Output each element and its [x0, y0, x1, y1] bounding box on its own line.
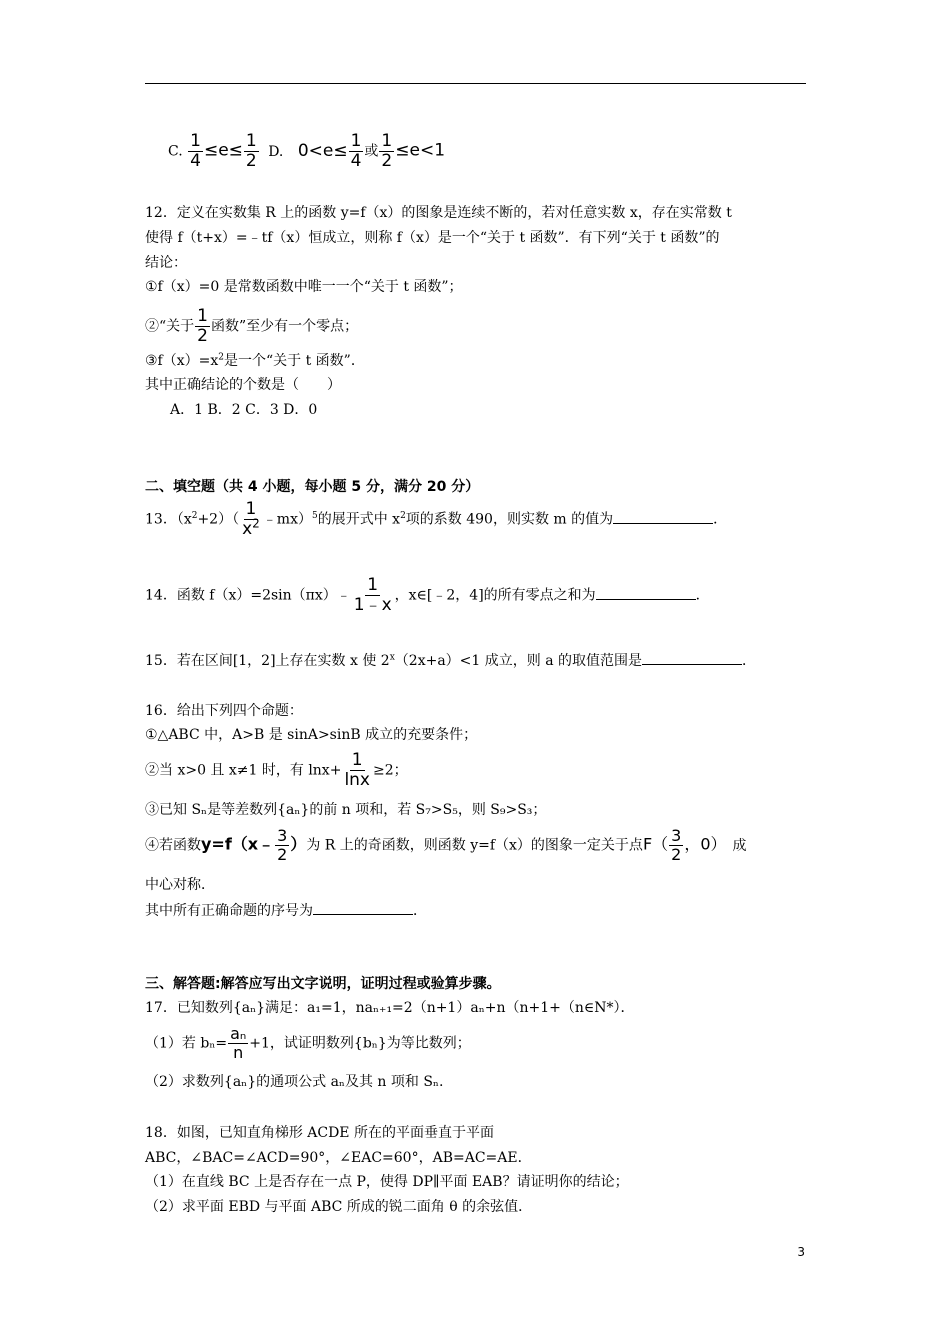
q12-statement-1: ①f（x）=0 是常数函数中唯一一个“关于 t 函数”；	[145, 279, 463, 295]
q18-part-1: （1）在直线 BC 上是否存在一点 P，使得 DP∥平面 EAB？请证明你的结论；	[145, 1174, 629, 1190]
q17-part-2: （2）求数列{aₙ}的通项公式 aₙ及其 n 项和 Sₙ.	[145, 1074, 444, 1090]
q16-proposition-2: ②当 x>0 且 x≠1 时，有 lnx+ $\frac{1}{\ln x}$ ≥2；	[145, 750, 408, 790]
q17-line1: 17．已知数列{aₙ}满足：a₁=1，naₙ₊₁=2（n+1）aₙ+n（n+1+（n∈N*）．	[145, 1000, 635, 1016]
fraction: $\frac{1}{2}$	[197, 306, 208, 346]
page-number: 3	[797, 1245, 805, 1259]
q12-statement-2: ②“关于 $\frac{1}{2}$ 函数”至少有一个零点；	[145, 306, 359, 346]
q16-question: 其中所有正确命题的序号为 ．	[145, 900, 427, 921]
q15: 15．若在区间[1，2]上存在实数 x 使 $2^x(2x+a)<1$ 成立，则 a 的取值范围是 ．	[145, 650, 756, 671]
q16-proposition-4: ④若函数y=f（x﹣ $\frac{3}{2}$ ）为 R 上的奇函数，则函数 y=f（x）的图象一定关于点F（ $\frac{3}{2}$ ，0） 成	[145, 826, 747, 864]
answer-blank[interactable]	[642, 650, 742, 665]
q12-question: 其中正确结论的个数是（ ）	[145, 377, 341, 393]
fraction: $\frac{1}{\ln x}$	[344, 750, 370, 790]
q16-proposition-1: ①△ABC 中，A>B 是 sinA>sinB 成立的充要条件；	[145, 727, 478, 743]
q12-statement-3: $③f(x)=x^2$是一个“关于 t 函数”．	[145, 352, 365, 369]
option-c-label: C.	[168, 143, 183, 160]
fraction: $\frac{1}{2}$	[381, 131, 393, 171]
answer-blank[interactable]	[596, 585, 696, 600]
q12-line1: 12．定义在实数集 R 上的函数 y=f（x）的图象是连续不断的，若对任意实数 x，存在实常数 t	[145, 205, 732, 221]
answer-blank[interactable]	[613, 509, 713, 524]
section-2-heading: 二、填空题（共 4 小题，每小题 5 分，满分 20 分）	[145, 479, 480, 495]
section-3-heading: 三、解答题:解答应写出文字说明，证明过程或验算步骤。	[145, 976, 501, 992]
q12-options: A．1 B．2 C．3 D．0	[170, 402, 318, 418]
fraction: $\frac{\text{aₙ}}{n}$	[230, 1024, 247, 1062]
q17-part-1: （1）若 bₙ= $\frac{\text{aₙ}}{n}$ +1，试证明数列{bₙ}为等比数列；	[145, 1024, 471, 1062]
header-rule	[145, 83, 806, 84]
option-d-label: D.	[268, 143, 284, 160]
q12-line3: 结论：	[145, 255, 187, 271]
q13: 13．$(x^2+2)$（ $\frac{1}{x^2}$ ﹣mx）$^5$的展开式中 $x^2$项的系数 490，则实数 m 的值为 ．	[145, 499, 728, 539]
fraction: $\frac{1}{4}$	[350, 131, 362, 171]
q16-proposition-4-cont: 中心对称．	[145, 877, 215, 893]
answer-blank[interactable]	[313, 900, 413, 915]
q18-line1: 18．如图，已知直角梯形 ACDE 所在的平面垂直于平面	[145, 1125, 494, 1141]
fraction: $\frac{1}{1﹣x}$	[353, 575, 392, 615]
fraction: $\frac{1}{x^2}$	[242, 499, 260, 539]
q11-options: C. $\frac{1}{4}$ ≤e≤ $\frac{1}{2}$ D. 0<e≤ $\frac{1}{4}$ 或 $\frac{1}{2}$ ≤e<1	[168, 131, 446, 171]
fraction: $\frac{3}{2}$	[671, 826, 682, 864]
q14: 14．函数 f（x）=2sin（πx）﹣ $\frac{1}{1﹣x}$ ，x∈[﹣2，4]的所有零点之和为 ．	[145, 575, 710, 615]
fraction: $\frac{1}{2}$	[245, 131, 257, 171]
fraction: $\frac{3}{2}$	[277, 826, 288, 864]
q16-intro: 16．给出下列四个命题：	[145, 703, 303, 719]
q12-line2: 使得 f（t+x）=﹣tf（x）恒成立，则称 f（x）是一个“关于 t 函数”．有下列“关于 t 函数”的	[145, 230, 720, 246]
fraction: $\frac{1}{4}$	[190, 131, 201, 171]
q16-proposition-3: ③已知 Sₙ是等差数列{aₙ}的前 n 项和，若 S₇>S₅，则 S₉>S₃；	[145, 802, 547, 818]
q18-part-2: （2）求平面 EBD 与平面 ABC 所成的锐二面角 θ 的余弦值．	[145, 1199, 533, 1215]
q18-line2: ABC，∠BAC=∠ACD=90°，∠EAC=60°，AB=AC=AE．	[145, 1150, 532, 1166]
